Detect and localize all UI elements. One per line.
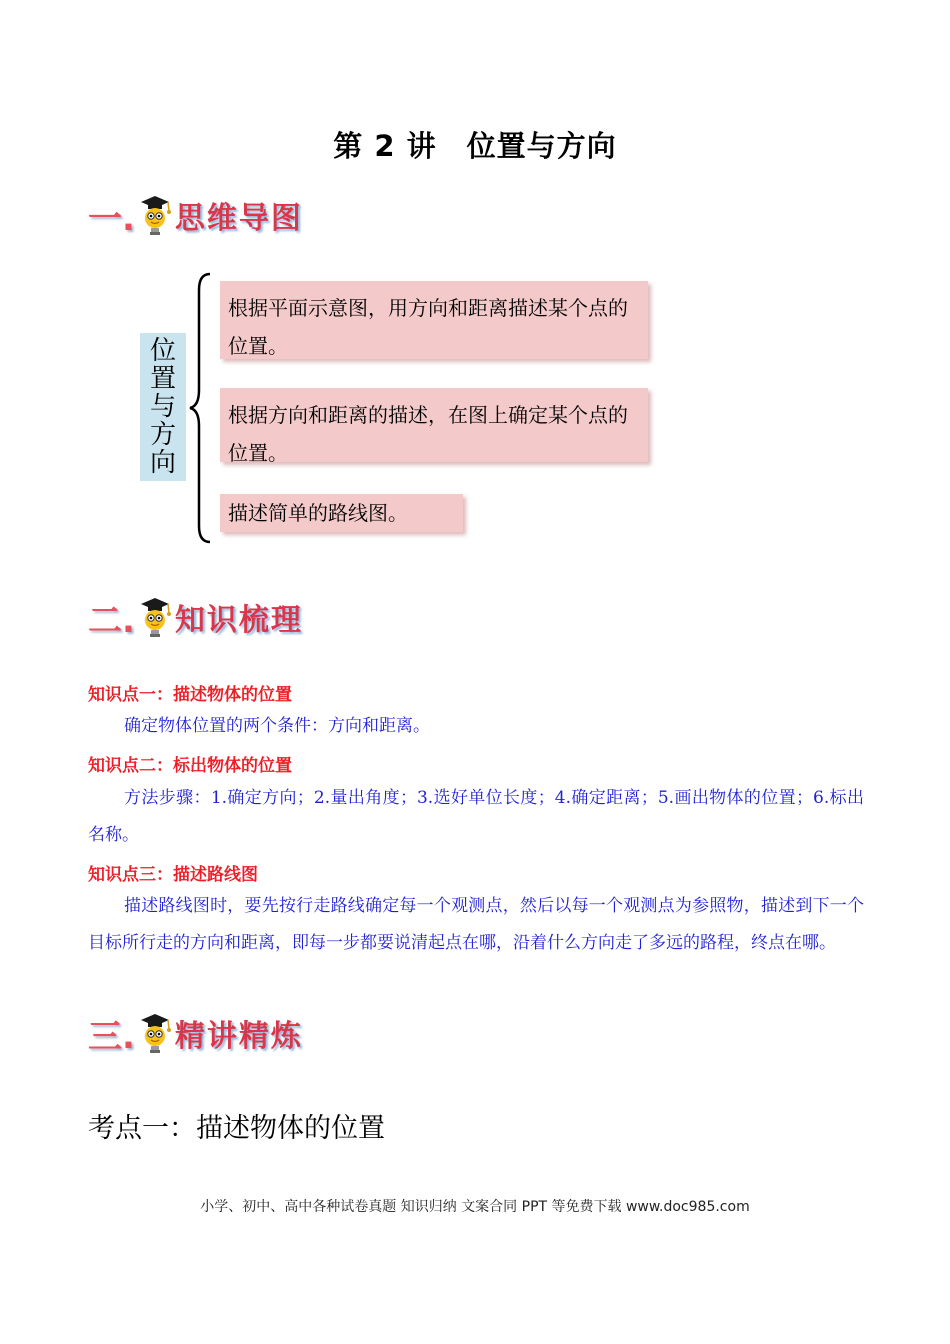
section-header-knowledge	[88, 592, 303, 642]
knowledge-text: 方法步骤：1.确定方向；2.量出角度；3.选好单位长度；4.确定距离；5.画出物体的位置；6.标出名称。	[88, 788, 864, 845]
mindmap-root-char: 方	[149, 420, 176, 450]
knowledge-text: 确定物体位置的两个条件：方向和距离。	[124, 716, 430, 736]
mascot-graduate-icon	[137, 595, 173, 639]
section-number: 二.	[88, 600, 135, 641]
mindmap-brace	[188, 272, 214, 544]
mindmap-root	[140, 333, 186, 481]
section-title: 知识梳理	[174, 603, 303, 638]
section-header-practice	[88, 1008, 303, 1058]
knowledge-label: 知识点三：描述路线图	[88, 865, 258, 885]
mascot-graduate-icon	[137, 1011, 173, 1055]
mindmap-branch: 根据方向和距离的描述，在图上确定某个点的位置。	[220, 388, 648, 462]
mindmap-root-char: 向	[149, 448, 176, 478]
kaodian-heading: 考点一：描述物体的位置	[88, 1113, 385, 1144]
page-title	[0, 124, 950, 165]
section-title: 精讲精炼	[174, 1019, 303, 1054]
section-title: 思维导图	[174, 201, 303, 236]
knowledge-label: 知识点二：标出物体的位置	[88, 756, 292, 776]
title-lecture: 第 2 讲	[333, 129, 437, 163]
section-header-mindmap	[88, 190, 303, 240]
page-footer: 小学、初中、高中各种试卷真题 知识归纳 文案合同 PPT 等免费下载 www.doc985.com	[200, 1199, 750, 1215]
knowledge-text: 描述路线图时，要先按行走路线确定每一个观测点，然后以每一个观测点为参照物，描述到下一个目标所行走的方向和距离，即每一步都要说清起点在哪，沿着什么方向走了多远的路程，终点在哪。	[88, 896, 864, 953]
knowledge-label: 知识点一：描述物体的位置	[88, 685, 292, 705]
section-number: 三.	[88, 1016, 135, 1057]
title-topic: 位置与方向	[466, 129, 617, 163]
mindmap-branch: 根据平面示意图，用方向和距离描述某个点的位置。	[220, 281, 648, 359]
mindmap-branch: 描述简单的路线图。	[220, 494, 463, 532]
mindmap-root-char: 位	[149, 336, 176, 366]
section-number: 一.	[88, 198, 135, 239]
mascot-graduate-icon	[137, 193, 173, 237]
mindmap-root-char: 与	[149, 392, 176, 422]
mindmap-root-char: 置	[149, 364, 176, 394]
